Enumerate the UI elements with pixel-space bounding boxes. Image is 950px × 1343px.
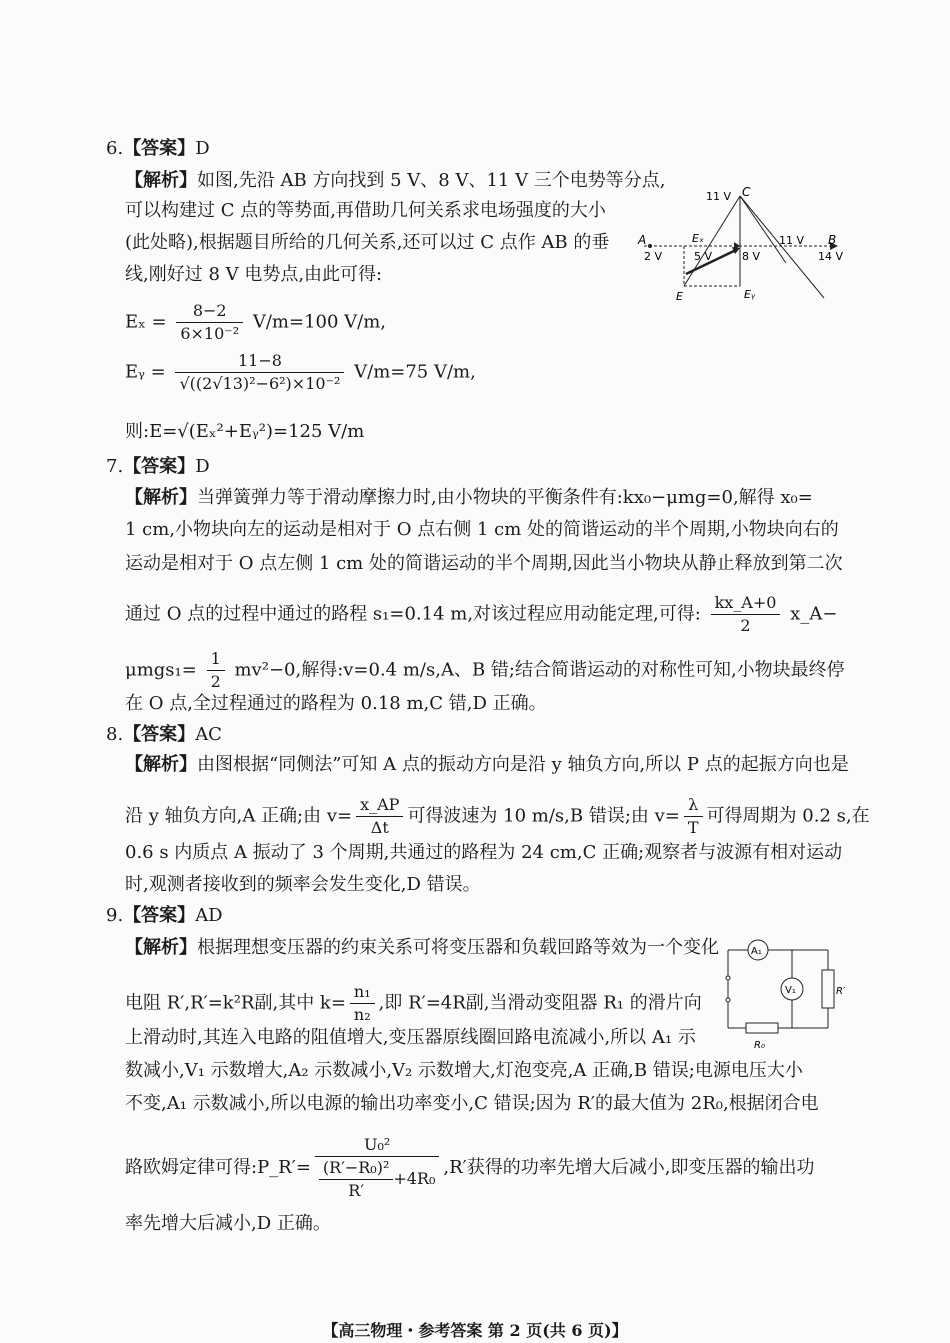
q6-ex-numerator: 8−2 [176, 300, 243, 323]
q7-analysis-tag: 【解析】 [125, 487, 197, 508]
q9-text-1: 根据理想变压器的约束关系可将变压器和负载回路等效为一个变化 [197, 937, 719, 958]
q6-ex-equation [125, 300, 386, 345]
q6-field-diagram [636, 178, 852, 310]
label-ey: Eᵧ [744, 288, 756, 301]
page-footer: 【高三物理・参考答案 第 2 页(共 6 页)】 [322, 1321, 628, 1340]
q9-fraction-k [350, 981, 375, 1026]
label-a1: A₁ [751, 946, 762, 957]
label-2v: 2 V [644, 250, 663, 263]
q7-text-2: 1 cm,小物块向左的运动是相对于 O 点右侧 1 cm 处的简谐运动的半个周期,小物块向右的 [125, 519, 839, 540]
q6-ey-rhs: V/m=75 V/m, [354, 361, 476, 383]
terminal-bottom-icon [726, 998, 730, 1002]
q7-text-5b: mv²−0,解得:v=0.4 m/s,A、B 错;结合简谐运动的对称性可知,小物块最终停 [234, 659, 845, 681]
q9-text-2 [125, 981, 702, 1026]
resistor-r0-icon [746, 1023, 778, 1033]
q7-text-5 [125, 648, 845, 693]
q8-frac1-den: Δt [370, 818, 389, 837]
equipotential-line-1 [740, 196, 824, 298]
q7-frac2-den: 2 [210, 672, 221, 691]
q9-number: 9. [106, 905, 124, 926]
label-e: E [676, 290, 683, 303]
label-r-prime: R′ [836, 986, 846, 997]
q8-text-2c: 可得周期为 0.2 s,在 [706, 805, 870, 827]
q7-text-5a: μmgs₁= [125, 659, 197, 681]
q7-frac2-num: 1 [207, 648, 225, 671]
q9-text-4: 数减小,V₁ 示数增大,A₂ 示数减小,V₂ 示数增大,灯泡变亮,A 正确,B 错误;电源电压大小 [125, 1060, 803, 1081]
q6-answer: D [195, 138, 210, 159]
q8-fraction-1 [356, 794, 403, 839]
q8-frac2-num: λ [684, 794, 703, 817]
point-a [648, 244, 652, 248]
q7-fraction-2 [207, 648, 225, 693]
q6-text-1: 如图,先沿 AB 方向找到 5 V、8 V、11 V 三个电势等分点, [197, 170, 666, 191]
q9-frack-den: n₂ [353, 1005, 371, 1024]
q7-frac1-num: kx_A+0 [711, 592, 781, 615]
q8-answer-tag: 【答案】 [123, 724, 196, 745]
label-ex: Eₓ [692, 232, 704, 245]
q6-ey-numerator: 11−8 [175, 350, 344, 373]
q8-answer: AC [195, 724, 222, 745]
label-r0: R₀ [754, 1040, 765, 1051]
q9-inner-den: R′ [348, 1181, 364, 1200]
label-11v-top: 11 V [706, 190, 732, 203]
q9-power-den [315, 1157, 440, 1202]
q9-answer-line [106, 904, 223, 928]
label-5v: 5 V [694, 250, 713, 263]
q8-fraction-2 [684, 794, 703, 839]
q8-text-1: 由图根据“同侧法”可知 A 点的振动方向是沿 y 轴负方向,所以 P 点的起振方向也是 [197, 754, 849, 775]
q8-answer-line [106, 723, 222, 747]
q9-den-tail: +4R₀ [393, 1169, 436, 1188]
resistor-r-prime-icon [822, 970, 834, 1008]
q7-text-4a: 通过 O 点的过程中通过的路程 s₁=0.14 m,对该过程应用动能定理,可得: [125, 603, 701, 625]
q9-answer-tag: 【答案】 [123, 905, 196, 926]
q7-text-3: 运动是相对于 O 点左侧 1 cm 处的简谐运动的半个周期,因此当小物块从静止释放到第二次 [125, 553, 843, 574]
q9-text-2a: 电阻 R′,R′=k²R副,其中 k= [125, 992, 346, 1014]
q8-text-2 [125, 794, 870, 839]
q8-frac1-num: x_AP [356, 794, 403, 817]
q8-text-2a: 沿 y 轴负方向,A 正确;由 v= [125, 805, 353, 827]
q6-answer-tag: 【答案】 [123, 138, 196, 159]
q9-text-5: 不变,A₁ 示数减小,所以电源的输出功率变小,C 错误;因为 R′的最大值为 2R₀,根据闭合电 [125, 1093, 819, 1114]
q8-analysis-tag: 【解析】 [125, 754, 197, 775]
q8-frac2-den: T [687, 818, 699, 837]
q8-text-4: 时,观测者接收到的频率会发生变化,D 错误。 [125, 874, 481, 895]
q7-frac1-den: 2 [740, 616, 751, 635]
q9-inner-num: (R′−R₀)² [319, 1157, 393, 1180]
q7-text-4 [125, 592, 837, 637]
q8-number: 8. [106, 724, 124, 745]
label-8v: 8 V [742, 250, 761, 263]
q7-answer-line [106, 455, 210, 479]
q6-text-4: 线,刚好过 8 V 电势点,由此可得: [125, 264, 383, 285]
label-11v-right: 11 V [779, 234, 805, 247]
label-b: B [828, 233, 837, 247]
q6-analysis-tag: 【解析】 [125, 170, 197, 191]
q9-power-fraction [315, 1134, 440, 1202]
q8-analysis-line-1 [125, 753, 849, 777]
terminal-top-icon [726, 976, 730, 980]
q6-number: 6. [106, 138, 124, 159]
q6-ey-equation [125, 350, 476, 395]
q9-analysis-tag: 【解析】 [125, 937, 197, 958]
q6-answer-line [106, 137, 210, 161]
q9-text-2b: ,即 R′=4R副,当滑动变阻器 R₁ 的滑片向 [378, 992, 702, 1014]
q7-fraction-1 [711, 592, 781, 637]
q9-text-6b: ,R′获得的功率先增大后减小,即变压器的输出功 [443, 1157, 815, 1178]
label-c: C [742, 185, 751, 199]
label-v1: V₁ [785, 985, 796, 996]
q9-text-6a: 路欧姆定律可得:P_R′= [125, 1157, 311, 1178]
q6-ex-lhs: Eₓ = [125, 311, 167, 333]
q9-inner-fraction [319, 1157, 393, 1202]
q7-text-1: 当弹簧弹力等于滑动摩擦力时,由小物块的平衡条件有:kx₀−μmg=0,解得 x₀= [197, 487, 813, 508]
q7-number: 7. [106, 456, 124, 477]
q8-text-3: 0.6 s 内质点 A 振动了 3 个周期,共通过的路程为 24 cm,C 正确;观察者与波源有相对运动 [125, 842, 843, 863]
q9-answer: AD [195, 905, 223, 926]
q7-text-6: 在 O 点,全过程通过的路程为 0.18 m,C 错,D 正确。 [125, 693, 547, 714]
q7-answer: D [195, 456, 210, 477]
q6-text-3: (此处略),根据题目所给的几何关系,还可以过 C 点作 AB 的垂 [125, 232, 610, 253]
q7-answer-tag: 【答案】 [123, 456, 196, 477]
q6-ex-fraction [176, 300, 243, 345]
q6-analysis-line-1 [125, 169, 666, 193]
q6-ex-rhs: V/m=100 V/m, [252, 311, 387, 333]
q9-analysis-line-1 [125, 936, 719, 960]
label-a: A [638, 233, 647, 247]
q9-circuit-diagram [720, 928, 850, 1058]
q6-ey-denominator: √((2√13)²−6²)×10⁻² [179, 374, 341, 393]
q9-text-7: 率先增大后减小,D 正确。 [125, 1213, 331, 1234]
q6-e-total: 则:E=√(Eₓ²+Eᵧ²)=125 V/m [125, 421, 365, 442]
q6-ey-lhs: Eᵧ = [125, 361, 166, 383]
q6-ey-fraction [175, 350, 344, 395]
q7-analysis-line-1 [125, 486, 813, 510]
q6-ex-denominator: 6×10⁻² [180, 324, 240, 343]
q6-text-2: 可以构建过 C 点的等势面,再借助几何关系求电场强度的大小 [125, 200, 606, 221]
q9-text-6 [125, 1134, 815, 1202]
q9-text-3: 上滑动时,其连入电路的阻值增大,变压器原线圈回路电流减小,所以 A₁ 示 [125, 1027, 696, 1048]
q8-text-2b: 可得波速为 10 m/s,B 错误;由 v= [407, 805, 680, 827]
q9-power-num: U₀² [315, 1134, 440, 1157]
q7-text-4b: x_A− [790, 603, 838, 625]
label-14v: 14 V [818, 250, 844, 263]
q9-frack-num: n₁ [350, 981, 375, 1004]
